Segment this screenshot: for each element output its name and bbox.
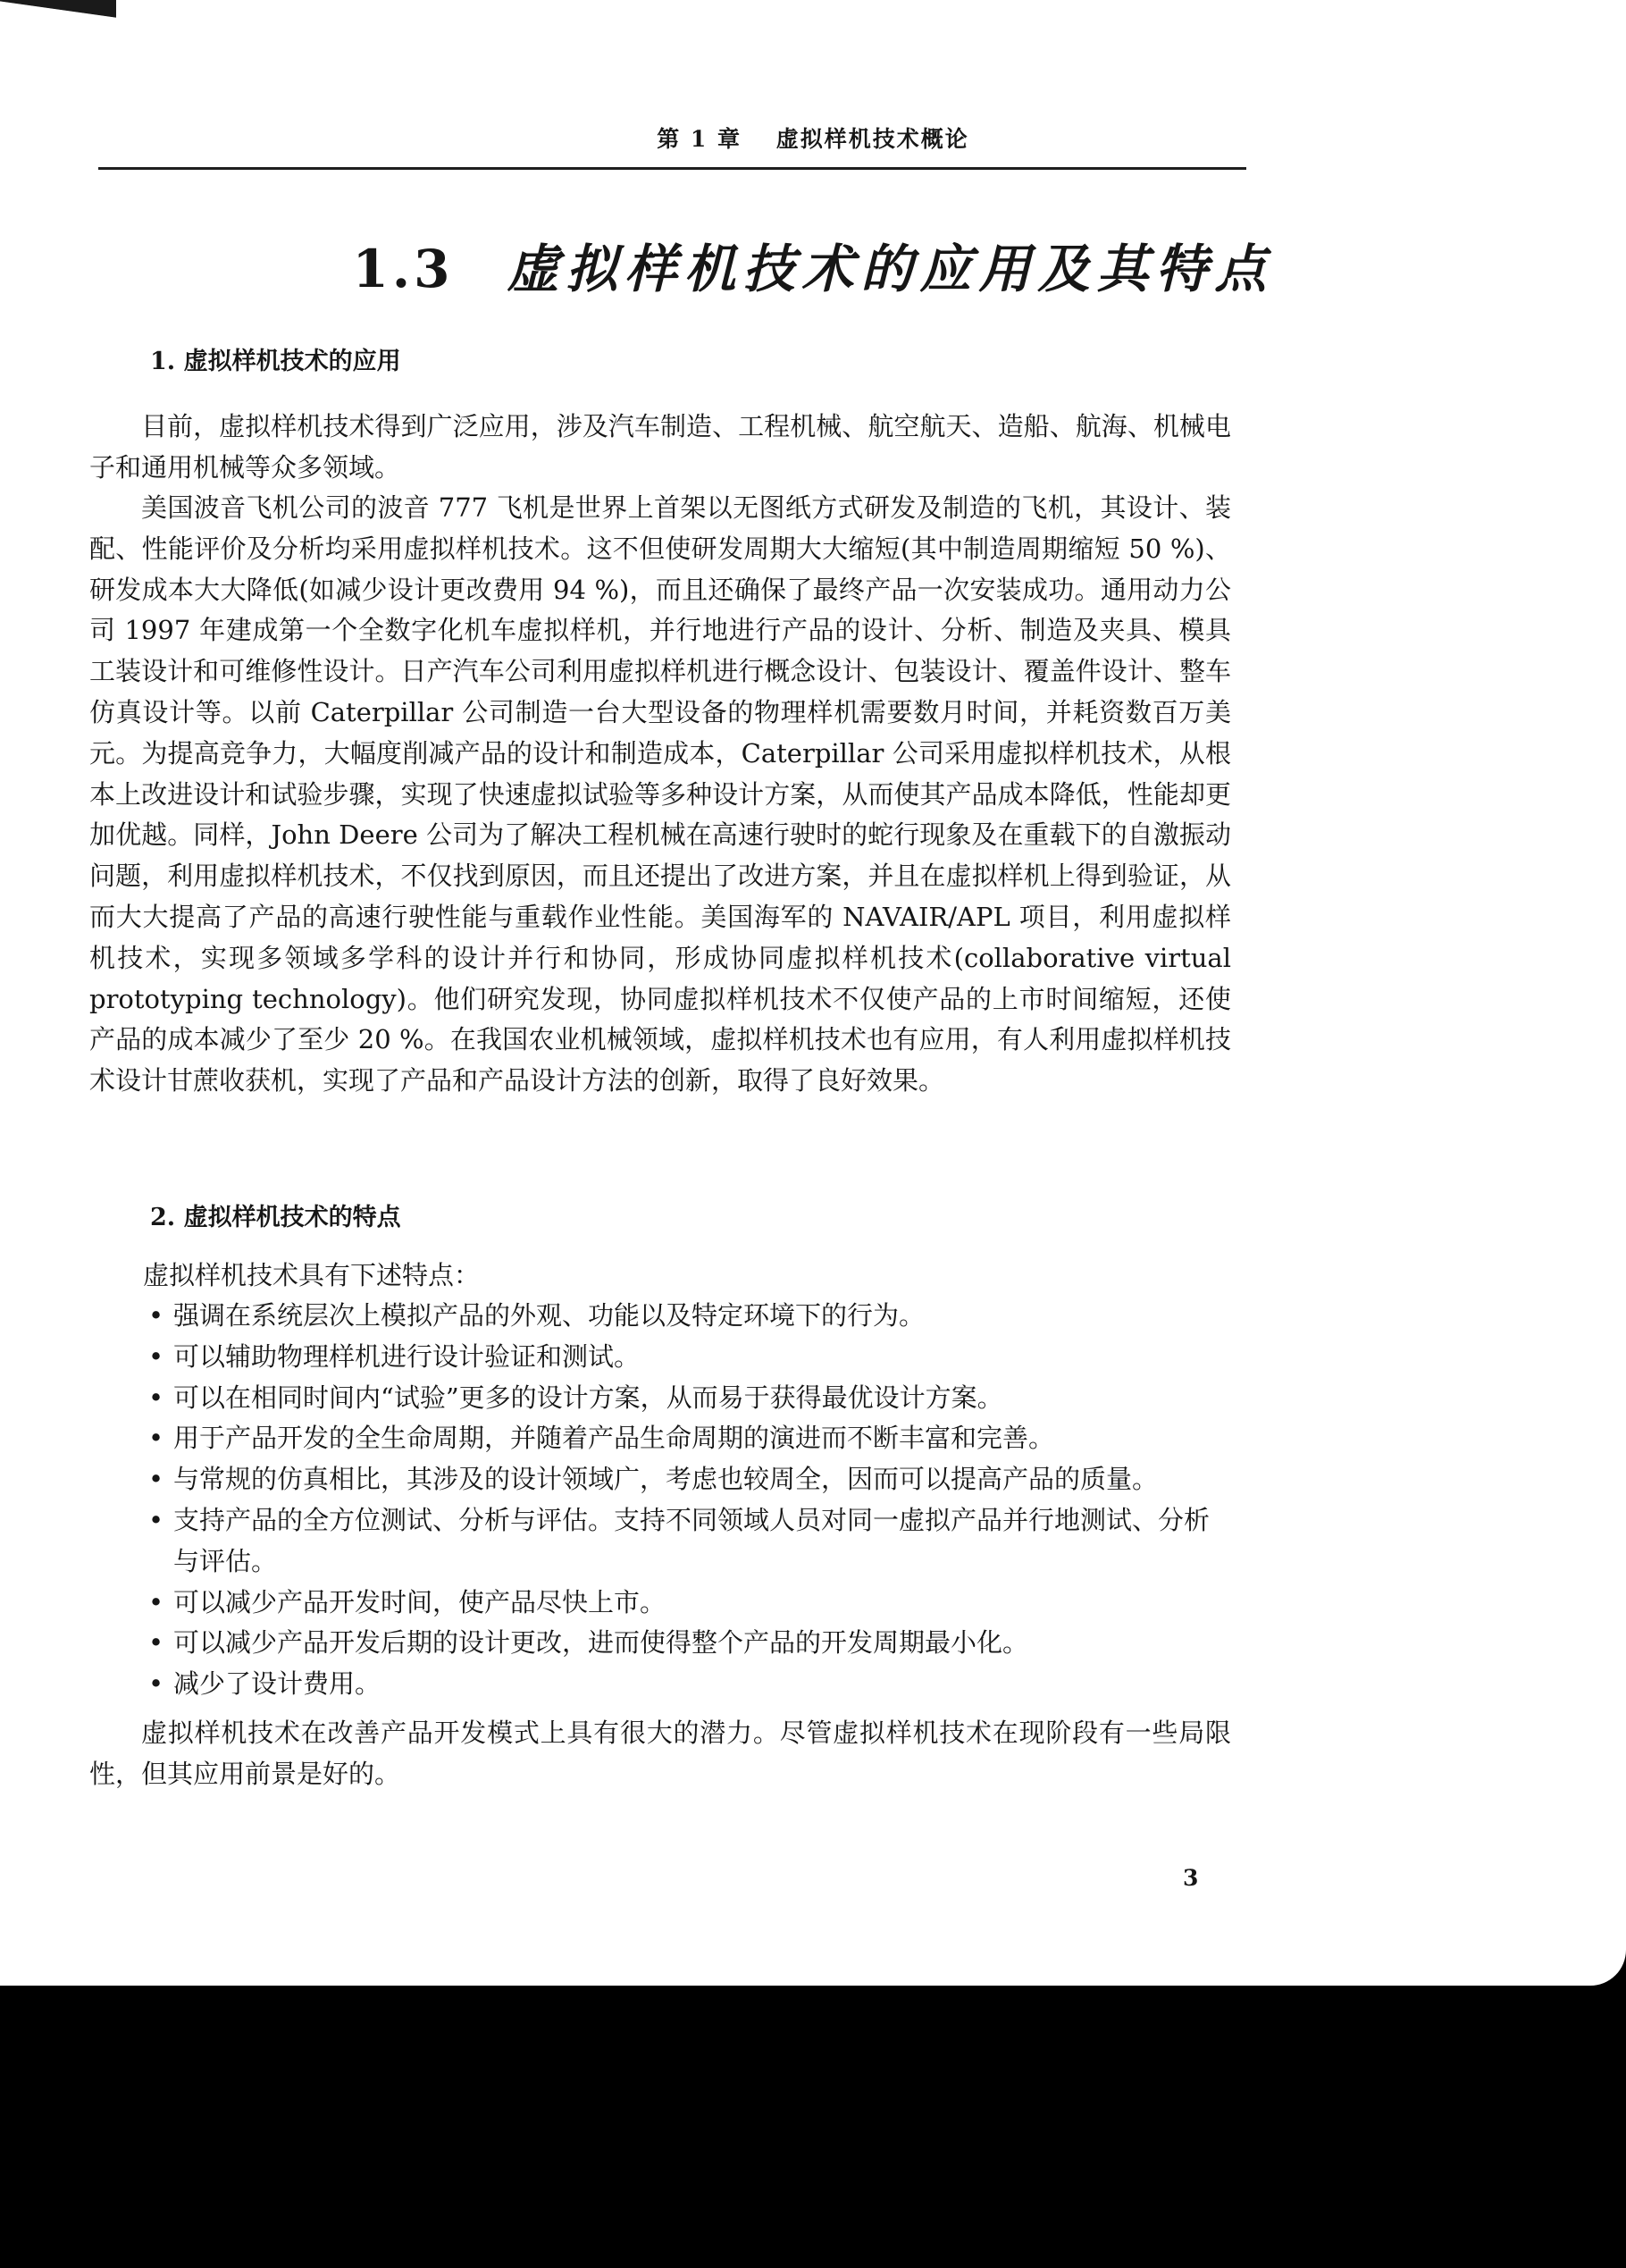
- paragraph-applications-intro: 目前，虚拟样机技术得到广泛应用，涉及汽车制造、工程机械、航空航天、造船、航海、机械电子和通用机械等众多领域。: [89, 411, 1231, 483]
- running-head: [0, 122, 1626, 154]
- list-item: • 可以辅助物理样机进行设计验证和测试。: [143, 1337, 1231, 1378]
- list-item: • 与常规的仿真相比，其涉及的设计领域广，考虑也较周全，因而可以提高产品的质量。: [143, 1459, 1231, 1500]
- section-number: 1.3: [352, 239, 454, 299]
- subsection-1-heading: 1. 虚拟样机技术的应用: [150, 348, 401, 375]
- list-item: • 减少了设计费用。: [143, 1664, 1231, 1705]
- bullet-dot-icon: •: [148, 1423, 164, 1454]
- scan-shadow-corner: [0, 0, 116, 23]
- page-number: 3: [1183, 1865, 1199, 1891]
- list-item: • 可以减少产品开发后期的设计更改，进而使得整个产品的开发周期最小化。: [143, 1623, 1231, 1664]
- paragraph-conclusion: 虚拟样机技术在改善产品开发模式上具有很大的潜力。尽管虚拟样机技术在现阶段有一些局限性，但其应用前景是好的。: [89, 1718, 1231, 1789]
- list-item: • 可以减少产品开发时间，使产品尽快上市。: [143, 1583, 1231, 1624]
- bullet-dot-icon: •: [148, 1300, 164, 1331]
- section-title-text: 虚拟样机技术的应用及其特点: [507, 239, 1274, 299]
- bullet-dot-icon: •: [148, 1340, 164, 1372]
- running-head-chapter: 第 1 章: [657, 126, 742, 152]
- bullet-dot-icon: •: [148, 1668, 164, 1700]
- bullet-dot-icon: •: [148, 1586, 164, 1617]
- list-item: • 用于产品开发的全生命周期，并随着产品生命周期的演进而不断丰富和完善。: [143, 1418, 1231, 1459]
- header-rule: [98, 167, 1246, 170]
- features-list: [143, 1296, 1231, 1705]
- running-head-title: 虚拟样机技术概论: [775, 126, 969, 152]
- subsection-2-heading: 2. 虚拟样机技术的特点: [150, 1204, 401, 1231]
- section-title: [0, 227, 1626, 302]
- features-intro: 虚拟样机技术具有下述特点：: [143, 1260, 481, 1290]
- bullet-dot-icon: •: [148, 1464, 164, 1495]
- list-item: • 可以在相同时间内“试验”更多的设计方案，从而易于获得最优设计方案。: [143, 1378, 1231, 1419]
- bullet-dot-icon: •: [148, 1382, 164, 1413]
- bullet-dot-icon: •: [148, 1504, 164, 1535]
- list-item: • 强调在系统层次上模拟产品的外观、功能以及特定环境下的行为。: [143, 1296, 1231, 1337]
- paragraph-applications-examples: 美国波音飞机公司的波音 777 飞机是世界上首架以无图纸方式研发及制造的飞机，其设计、装配、性能评价及分析均采用虚拟样机技术。这不但使研发周期大大缩短(其中制造周期缩短 50 %)、研发成本大大降低(如减少设计更改费用 94 %)，而且还确保了最终产品一次安装成功。通用动力公司 1997 年建成第一个全数字化机车虚拟样机，并行地进行产品的设计、分析、制造及夹具、模具工装设计和可维修性设计。日产汽车公司利用虚拟样机进行概念设计、包装设计、覆盖件设计、整车仿真设计等。以前 Caterpillar 公司制造一台大型设备的物理样机需要数月时间，并耗资数百万美元。为提高竞争力，大幅度削减产品的设计和制造成本，Caterpillar 公司采用虚拟样机技术，从根本上改进设计和试验步骤，实现了快速虚拟试验等多种设计方案，从而使其产品成本降低，性能却更加优越。同样，John Deere 公司为了解决工程机械在高速行驶时的蛇行现象及在重载下的自激振动问题，利用虚拟样机技术，不仅找到原因，而且还提出了改进方案，并且在虚拟样机上得到验证，从而大大提高了产品的高速行驶性能与重载作业性能。美国海军的 NAVAIR/APL 项目，利用虚拟样机技术，实现多领域多学科的设计并行和协同，形成协同虚拟样机技术(collaborative virtual prototyping technology)。他们研究发现，协同虚拟样机技术不仅使产品的上市时间缩短，还使产品的成本减少了至少 20 %。在我国农业机械领域，虚拟样机技术也有应用，有人利用虚拟样机技术设计甘蔗收获机，实现了产品和产品设计方法的创新，取得了良好效果。: [89, 492, 1231, 1096]
- list-item: • 支持产品的全方位测试、分析与评估。支持不同领域人员对同一虚拟产品并行地测试、分析与评估。: [143, 1500, 1231, 1583]
- bullet-dot-icon: •: [148, 1627, 164, 1659]
